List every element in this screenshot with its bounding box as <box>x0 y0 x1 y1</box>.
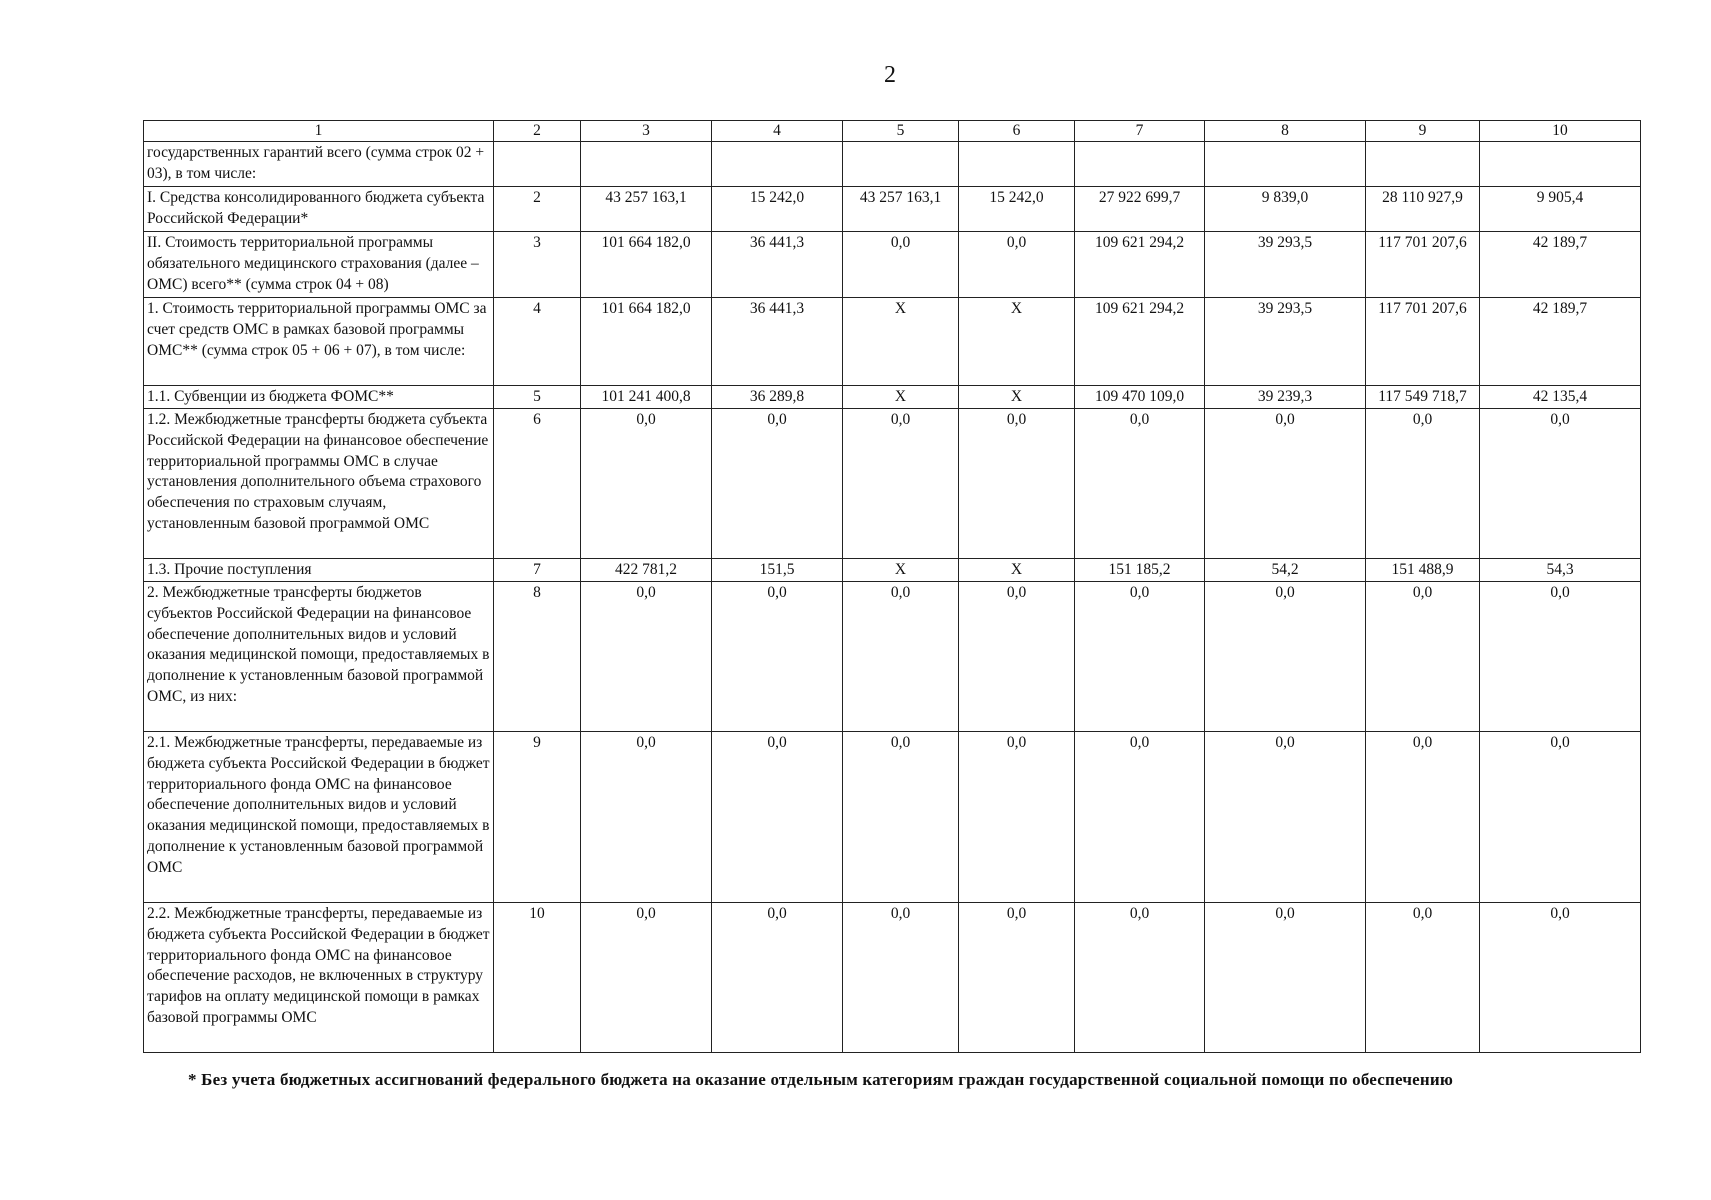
row-code: 9 <box>494 732 581 903</box>
cell-value: 36 289,8 <box>712 386 843 409</box>
cell-value <box>712 142 843 187</box>
page-number: 2 <box>884 62 896 88</box>
cell-value: 0,0 <box>959 903 1075 1053</box>
column-header: 6 <box>959 121 1075 142</box>
column-header: 5 <box>843 121 959 142</box>
cell-value: 151 488,9 <box>1366 559 1480 582</box>
cell-value: 0,0 <box>1366 732 1480 903</box>
cell-value: 0,0 <box>712 732 843 903</box>
table-row <box>144 732 1641 903</box>
cell-value: 0,0 <box>581 903 712 1053</box>
cell-value: 117 549 718,7 <box>1366 386 1480 409</box>
cell-value: 0,0 <box>1480 903 1641 1053</box>
cell-value: X <box>959 386 1075 409</box>
cell-value: X <box>959 298 1075 386</box>
cell-value: 0,0 <box>1075 732 1205 903</box>
cell-value: 0,0 <box>843 409 959 559</box>
cell-value: 0,0 <box>1205 732 1366 903</box>
row-label: I. Средства консолидированного бюджета субъекта Российской Федерации* <box>144 187 494 232</box>
column-header: 10 <box>1480 121 1641 142</box>
cell-value: 0,0 <box>712 409 843 559</box>
row-label: 1.2. Межбюджетные трансферты бюджета субъекта Российской Федерации на финансовое обеспечение территориальной программы ОМС в случае установления дополнительного объема страхового обеспечения по страховым случаям, установленным базовой программой ОМС <box>144 409 494 559</box>
cell-value <box>1205 142 1366 187</box>
cell-value: 101 241 400,8 <box>581 386 712 409</box>
cell-value: 42 189,7 <box>1480 298 1641 386</box>
cell-value: 0,0 <box>712 903 843 1053</box>
column-header: 4 <box>712 121 843 142</box>
cell-value: 36 441,3 <box>712 298 843 386</box>
cell-value: 422 781,2 <box>581 559 712 582</box>
cell-value: 0,0 <box>1480 582 1641 732</box>
cell-value: 0,0 <box>843 903 959 1053</box>
cell-value: 54,2 <box>1205 559 1366 582</box>
table-row <box>144 298 1641 386</box>
cell-value: X <box>843 298 959 386</box>
cell-value: 42 135,4 <box>1480 386 1641 409</box>
cell-value: 0,0 <box>1366 582 1480 732</box>
row-label: 1.3. Прочие поступления <box>144 559 494 582</box>
row-code: 5 <box>494 386 581 409</box>
column-header: 7 <box>1075 121 1205 142</box>
cell-value: 0,0 <box>1366 903 1480 1053</box>
cell-value: 117 701 207,6 <box>1366 298 1480 386</box>
cell-value: 109 470 109,0 <box>1075 386 1205 409</box>
cell-value: 39 239,3 <box>1205 386 1366 409</box>
row-label: 1. Стоимость территориальной программы ОМС за счет средств ОМС в рамках базовой программы ОМС** (сумма строк 05 + 06 + 07), в том числе: <box>144 298 494 386</box>
cell-value: 0,0 <box>581 582 712 732</box>
row-label: 2.1. Межбюджетные трансферты, передаваемые из бюджета субъекта Российской Федерации в бюджет территориального фонда ОМС на финансовое обеспечение дополнительных видов и условий оказания медицинской помощи, предоставляемых в дополнение к установленным базовой программой ОМС <box>144 732 494 903</box>
cell-value: 0,0 <box>1480 409 1641 559</box>
row-code: 4 <box>494 298 581 386</box>
row-code: 2 <box>494 187 581 232</box>
cell-value: 9 839,0 <box>1205 187 1366 232</box>
cell-value: 101 664 182,0 <box>581 232 712 298</box>
cell-value: 0,0 <box>843 232 959 298</box>
cell-value: 0,0 <box>959 732 1075 903</box>
cell-value <box>959 142 1075 187</box>
cell-value: X <box>959 559 1075 582</box>
cell-value: 0,0 <box>1205 409 1366 559</box>
column-header: 8 <box>1205 121 1366 142</box>
row-label: II. Стоимость территориальной программы обязательного медицинского страхования (далее – ОМС) всего** (сумма строк 04 + 08) <box>144 232 494 298</box>
cell-value: 0,0 <box>959 582 1075 732</box>
column-header: 3 <box>581 121 712 142</box>
cell-value: 28 110 927,9 <box>1366 187 1480 232</box>
cell-value: 0,0 <box>1075 409 1205 559</box>
cell-value: 43 257 163,1 <box>843 187 959 232</box>
row-label: 2.2. Межбюджетные трансферты, передаваемые из бюджета субъекта Российской Федерации в бюджет территориального фонда ОМС на финансовое обеспечение расходов, не включенных в структуру тарифов на оплату медицинской помощи в рамках базовой программы ОМС <box>144 903 494 1053</box>
table-row <box>144 582 1641 732</box>
cell-value: 0,0 <box>843 582 959 732</box>
cell-value: 0,0 <box>1205 582 1366 732</box>
cell-value: 151,5 <box>712 559 843 582</box>
cell-value: 109 621 294,2 <box>1075 298 1205 386</box>
cell-value: 36 441,3 <box>712 232 843 298</box>
row-code: 8 <box>494 582 581 732</box>
cell-value: 15 242,0 <box>712 187 843 232</box>
table-row <box>144 903 1641 1053</box>
cell-value: 109 621 294,2 <box>1075 232 1205 298</box>
cell-value: 0,0 <box>581 409 712 559</box>
cell-value: 0,0 <box>1480 732 1641 903</box>
row-label: государственных гарантий всего (сумма строк 02 + 03), в том числе: <box>144 142 494 187</box>
cell-value <box>581 142 712 187</box>
cell-value <box>1075 142 1205 187</box>
cell-value: 151 185,2 <box>1075 559 1205 582</box>
cell-value: 0,0 <box>959 409 1075 559</box>
cell-value: 9 905,4 <box>1480 187 1641 232</box>
cell-value: 43 257 163,1 <box>581 187 712 232</box>
row-label: 1.1. Субвенции из бюджета ФОМС** <box>144 386 494 409</box>
row-code: 7 <box>494 559 581 582</box>
row-label: 2. Межбюджетные трансферты бюджетов субъектов Российской Федерации на финансовое обеспечение дополнительных видов и условий оказания медицинской помощи, предоставляемых в дополнение к установленным базовой программой ОМС, из них: <box>144 582 494 732</box>
budget-table <box>143 120 1641 1053</box>
cell-value: 39 293,5 <box>1205 298 1366 386</box>
cell-value: 117 701 207,6 <box>1366 232 1480 298</box>
cell-value: 0,0 <box>581 732 712 903</box>
cell-value: 0,0 <box>1205 903 1366 1053</box>
row-code: 10 <box>494 903 581 1053</box>
cell-value: 39 293,5 <box>1205 232 1366 298</box>
cell-value <box>1366 142 1480 187</box>
cell-value: 0,0 <box>712 582 843 732</box>
row-code: 6 <box>494 409 581 559</box>
cell-value: 0,0 <box>1366 409 1480 559</box>
row-code: 3 <box>494 232 581 298</box>
cell-value: 0,0 <box>843 732 959 903</box>
cell-value <box>843 142 959 187</box>
footnote: * Без учета бюджетных ассигнований федерального бюджета на оказание отдельным категориям граждан государственной социальной помощи по обеспечению <box>188 1070 1454 1089</box>
cell-value: X <box>843 386 959 409</box>
table-row <box>144 232 1641 298</box>
table-row <box>144 142 1641 187</box>
cell-value <box>1480 142 1641 187</box>
table-row <box>144 386 1641 409</box>
cell-value: 101 664 182,0 <box>581 298 712 386</box>
column-header: 1 <box>144 121 494 142</box>
column-header: 9 <box>1366 121 1480 142</box>
cell-value: 42 189,7 <box>1480 232 1641 298</box>
cell-value: 54,3 <box>1480 559 1641 582</box>
row-code <box>494 142 581 187</box>
cell-value: 0,0 <box>959 232 1075 298</box>
cell-value: 15 242,0 <box>959 187 1075 232</box>
table-row <box>144 559 1641 582</box>
cell-value: X <box>843 559 959 582</box>
column-number-row <box>144 121 1641 142</box>
cell-value: 0,0 <box>1075 903 1205 1053</box>
table-row <box>144 409 1641 559</box>
cell-value: 27 922 699,7 <box>1075 187 1205 232</box>
table-row <box>144 187 1641 232</box>
cell-value: 0,0 <box>1075 582 1205 732</box>
column-header: 2 <box>494 121 581 142</box>
